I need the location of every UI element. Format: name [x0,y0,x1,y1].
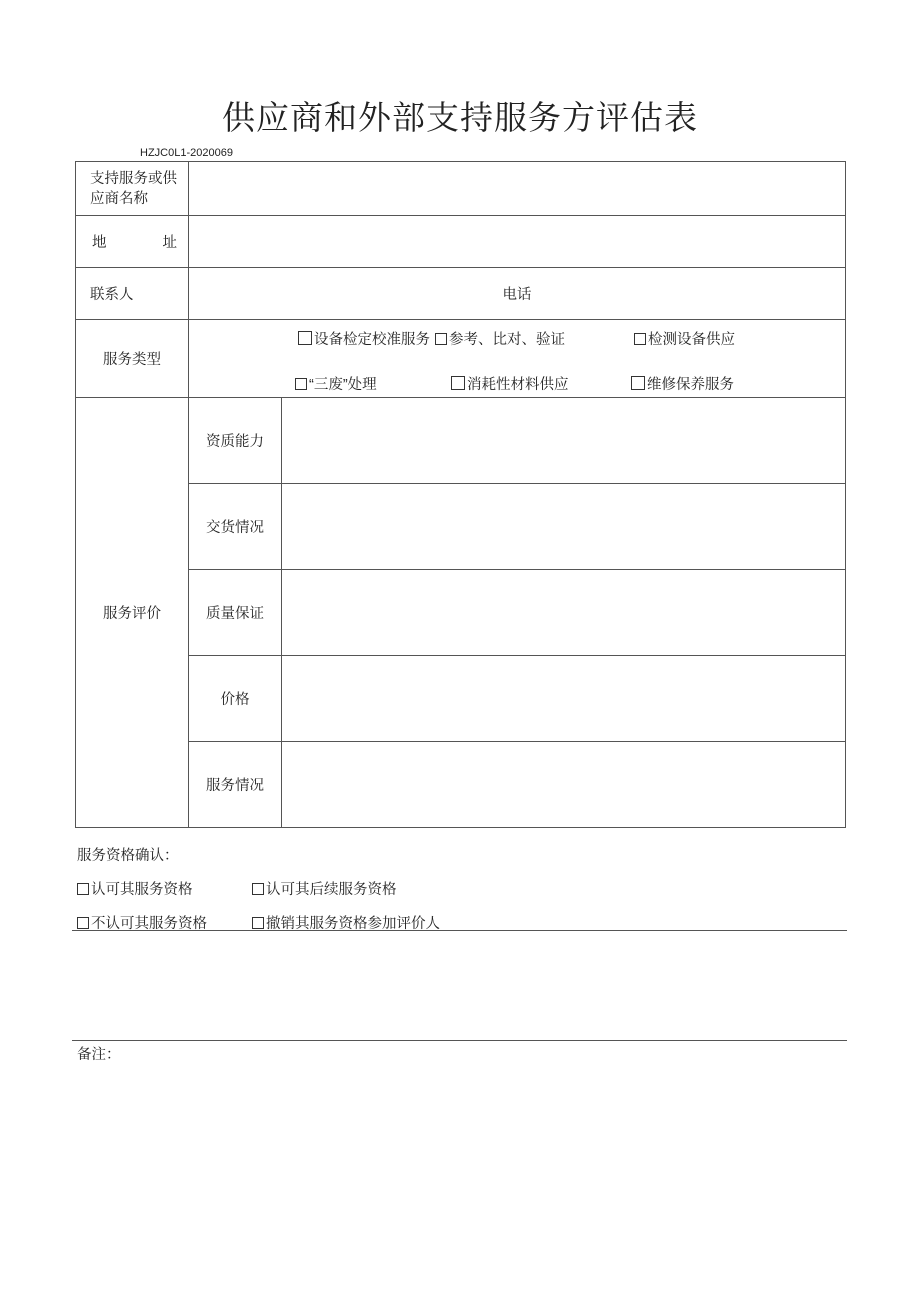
checkbox-icon[interactable] [252,917,264,929]
evaluation-row [76,656,846,742]
service-option-maintenance[interactable]: 维修保养服务 [631,373,734,394]
evaluation-item-label: 质量保证 [189,570,282,656]
confirm-option-revoke[interactable]: 撤销其服务资格参加评价人 [252,912,440,933]
checkbox-icon[interactable] [631,376,645,390]
supplier-name-label: 支持服务或供应商名称 [76,162,189,216]
checkbox-icon[interactable] [295,378,307,390]
supplier-name-row [76,162,846,216]
remarks-label: 备注： [77,1047,121,1063]
evaluation-row [76,570,846,656]
checkbox-icon[interactable] [298,331,312,345]
phone-label: 电话 [502,287,532,303]
divider-line [72,930,847,931]
evaluation-item-label: 交货情况 [189,484,282,570]
evaluation-item-field[interactable] [282,570,846,656]
contact-label: 联系人 [76,268,189,320]
address-row [76,216,846,268]
divider-line [72,1040,847,1041]
checkbox-icon[interactable] [77,883,89,895]
service-option-calibration[interactable]: 设备检定校准服务 [298,328,430,349]
evaluation-item-label: 服务情况 [189,742,282,828]
document-code: HZJC0L1-2020069 [140,147,233,159]
confirm-option-approve[interactable]: 认可其服务资格 [77,878,193,899]
evaluation-item-field[interactable] [282,742,846,828]
checkbox-icon[interactable] [451,376,465,390]
checkbox-icon[interactable] [634,333,646,345]
service-type-label: 服务类型 [76,320,189,398]
address-label-char-2: 址 [162,235,177,251]
evaluation-item-field[interactable] [282,398,846,484]
address-label-char-1: 地 [92,235,107,251]
address-label [76,216,189,268]
evaluation-form-table [75,161,846,828]
checkbox-icon[interactable] [252,883,264,895]
confirm-option-reject[interactable]: 不认可其服务资格 [77,912,207,933]
confirm-option-approve-follow-up[interactable]: 认可其后续服务资格 [252,878,397,899]
form-title: 供应商和外部支持服务方评估表 [222,98,698,137]
service-type-row [76,320,846,398]
service-option-test-equipment[interactable]: 检测设备供应 [634,328,735,349]
supplier-name-field[interactable] [189,162,846,216]
evaluation-row [76,484,846,570]
evaluation-item-field[interactable] [282,656,846,742]
address-field[interactable] [189,216,846,268]
evaluation-item-label: 资质能力 [189,398,282,484]
service-option-waste[interactable]: “三废”处理 [295,373,377,394]
evaluation-row [76,398,846,484]
service-option-consumables[interactable]: 消耗性材料供应 [451,373,569,394]
contact-phone-cell[interactable] [189,268,846,320]
evaluation-row [76,742,846,828]
checkbox-icon[interactable] [77,917,89,929]
confirmation-heading: 服务资格确认： [77,848,179,864]
service-type-options [189,320,846,398]
checkbox-icon[interactable] [435,333,447,345]
contact-row [76,268,846,320]
evaluation-label: 服务评价 [76,398,189,828]
evaluation-item-field[interactable] [282,484,846,570]
service-option-reference[interactable]: 参考、比对、验证 [435,328,565,349]
evaluation-item-label: 价格 [189,656,282,742]
